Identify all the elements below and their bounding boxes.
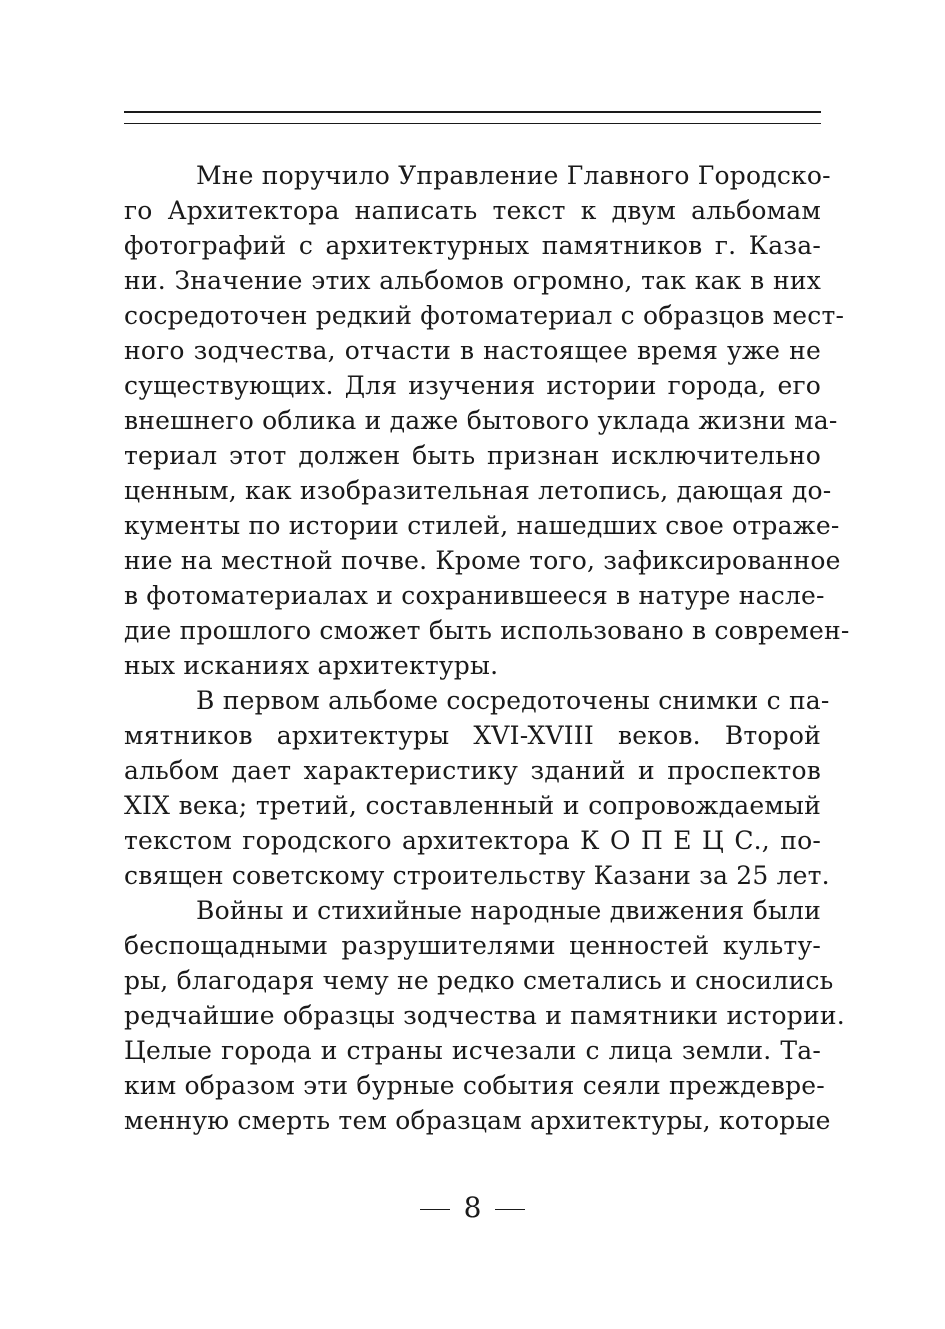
text-line: Целые города и страны исчезали с лица земли. Та- (124, 1036, 821, 1065)
text-line: фотографий с архитектурных памятников г. Каза- (124, 231, 821, 260)
page-number-value: 8 (463, 1191, 482, 1224)
text-line: в фотоматериалах и сохранившееся в натуре насле- (124, 581, 825, 610)
body-text (124, 158, 850, 1138)
text-line: Войны и стихийные народные движения были (196, 896, 821, 925)
text-line: кументы по истории стилей, нашедших свое отраже- (124, 511, 840, 540)
text-line: ного зодчества, отчасти в настоящее время уже не (124, 336, 821, 365)
text-line: сосредоточен редкий фотоматериал с образцов мест- (124, 301, 845, 330)
text-line: редчайшие образцы зодчества и памятники истории. (124, 1001, 845, 1030)
text-line: XIX века; третий, составленный и сопровождаемый (124, 791, 821, 820)
text-line: внешнего облика и даже бытового уклада жизни ма- (124, 406, 838, 435)
text-line: Мне поручило Управление Главного Городско- (196, 161, 831, 190)
text-line: ни. Значение этих альбомов огромно, так как в них (124, 266, 821, 295)
page-number-dash-left (420, 1209, 450, 1211)
header-rule-thin (124, 123, 821, 124)
text-line: существующих. Для изучения истории города, его (124, 371, 821, 400)
text-line: беспощадными разрушителями ценностей культу- (124, 931, 821, 960)
text-line: ных исканиях архитектуры. (124, 651, 499, 680)
paragraph-3 (124, 893, 845, 1138)
page-number (0, 1188, 945, 1228)
text-line: В первом альбоме сосредоточены снимки с па- (196, 686, 830, 715)
text-line: священ советскому строительству Казани за 25 лет. (124, 861, 830, 890)
paragraph-1 (124, 158, 850, 683)
text-line: териал этот должен быть признан исключительно (124, 441, 821, 470)
page-number-dash-right (495, 1209, 525, 1211)
text-line: ние на местной почве. Кроме того, зафиксированное (124, 546, 841, 575)
text-line: го Архитектора написать текст к двум альбомам (124, 196, 821, 225)
paragraph-2 (124, 683, 830, 893)
header-rule-thick (124, 111, 821, 113)
text-line: дие прошлого сможет быть использовано в современ- (124, 616, 850, 645)
text-line: ким образом эти бурные события сеяли преждевре- (124, 1071, 825, 1100)
text-line: мятников архитектуры XVI-XVIII веков. Второй (124, 721, 821, 750)
text-line: ры, благодаря чему не редко сметались и сносились (124, 966, 834, 995)
text-line: текстом городского архитектора К О П Е Ц С., по- (124, 826, 821, 855)
text-line: менную смерть тем образцам архитектуры, которые (124, 1106, 831, 1135)
text-line: альбом дает характеристику зданий и проспектов (124, 756, 821, 785)
text-line: ценным, как изобразительная летопись, дающая до- (124, 476, 832, 505)
